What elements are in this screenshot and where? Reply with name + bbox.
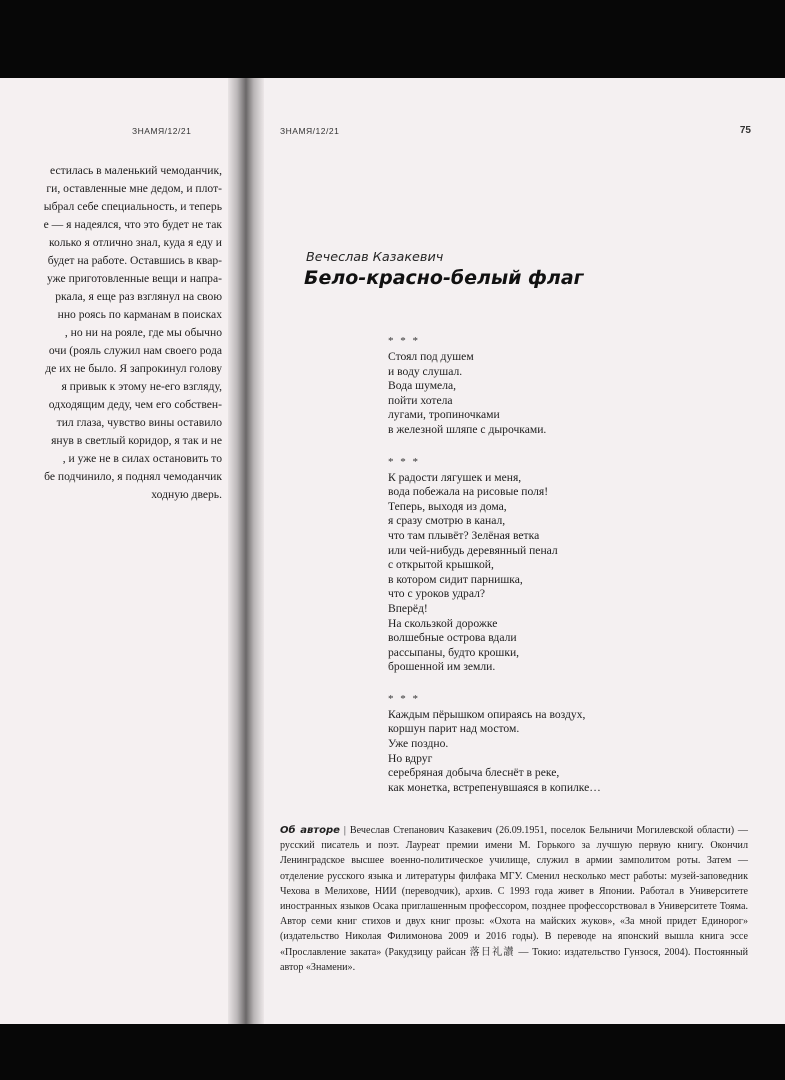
poem-line: Стоял под душем (388, 350, 474, 363)
poem-line: лугами, тропиночками (388, 408, 500, 422)
left-text-line: колько я отлично знал, куда я еду и (49, 236, 222, 249)
left-text-line: естилась в маленький чемоданчик, (50, 164, 222, 177)
left-text-line: , и уже не в силах остановить то (62, 452, 222, 465)
left-text-line: одходящим деду, чем его собствен- (48, 398, 222, 411)
left-text-line: очи (рояль служил нам своего рода (48, 344, 222, 357)
poem-line: Каждым пёрышком опираясь на воздух, (388, 707, 586, 721)
poem-author: Вечеслав Казакевич (306, 250, 444, 265)
poem-line: К радости лягушек и меня, (388, 470, 522, 484)
poem-line: волшебные острова вдали (388, 631, 517, 645)
poem-line: На скользкой дорожке (388, 616, 498, 630)
left-text-line: нно роясь по карманам в поисках (57, 308, 222, 321)
poem-line: что с уроков удрал? (388, 587, 486, 601)
about-author-text: Вечеслав Степанович Казакевич (26.09.1951, поселок Белыничи Могилевской области) — русский писатель и поэт. Лауреат премии имени М. Горького за лучшую первую книгу. Окончил Ленинградское высшее военно-политическое училище, служил в армии замполитом роты. Затем — отделение русского языка и литературы филфака МГУ. Сменил несколько мест работы: музей-заповедник Чехова в Мелихове, НИИ (переводчик), архив. С 1993 года живет в Японии. Работал в Университете иностранных языков Осака приглашенным профессором, позднее профессорствовал в Университете Тояма. Автор семи книг стихов и двух книг прозы: «Охота на майских жуков», «За мной придет Единорог» (издательство Николая Филимонова 2009 и 2016 годы). В переводе на японский вышла книга эссе «Прославление заката» (Ракудзицу райсан 落日礼讃 — Токио: издательство Гунзося, 2004). Постоянный автор «Знамени». (280, 825, 748, 973)
left-text-line: янув в светлый коридор, я так и не (51, 434, 222, 447)
poem-line: брошенной им земли. (388, 660, 496, 674)
left-running-header: ЗНАМЯ/12/21 (132, 126, 192, 136)
poem (388, 332, 601, 438)
poem-separator: * * * (388, 455, 420, 468)
poem-line: рассыпаны, будто крошки, (388, 645, 520, 659)
poem-title: Бело-красно-белый флаг (304, 267, 584, 289)
left-text-line: я привык к этому не-его взгляду, (61, 380, 222, 393)
left-text-line: уже приготовленные вещи и напра- (47, 272, 222, 285)
poem-line: Вперёд! (388, 601, 428, 615)
about-author-separator: | (343, 825, 346, 836)
poem-line: пойти хотела (388, 393, 453, 407)
left-text-line: е — я надеялся, что это будет не так (43, 218, 222, 231)
poem-line: и воду слушал. (388, 364, 463, 378)
left-text-line: будет на работе. Оставшись в квар- (47, 254, 222, 267)
page-number: 75 (739, 125, 751, 136)
left-text-line: , но ни на рояле, где мы обычно (64, 326, 222, 339)
poem-line: с открытой крышкой, (388, 558, 494, 572)
right-running-header: ЗНАМЯ/12/21 (280, 126, 340, 136)
right-page (264, 78, 785, 1024)
poem-line: серебряная добыча блеснёт в реке, (388, 766, 560, 780)
poem-line: или чей-нибудь деревянный пенал (388, 543, 558, 557)
poem-line: что там плывёт? Зелёная ветка (388, 528, 540, 542)
about-author-label: Об авторе (280, 825, 340, 836)
poem-line: как монетка, встрепенувшаяся в копилке… (388, 780, 601, 794)
poem-line: вода побежала на рисовые поля! (388, 485, 549, 499)
poem-line: Уже поздно. (388, 737, 449, 751)
left-text-line: ыбрал себе специальность, и теперь (43, 200, 222, 213)
poem-line: в железной шляпе с дырочками. (388, 422, 547, 436)
left-text-line: бе подчинило, я поднял чемоданчик (44, 470, 222, 483)
poem-line: Теперь, выходя из дома, (388, 499, 507, 513)
left-page (0, 78, 228, 1024)
left-text-line: ркала, я еще раз взглянул на свою (55, 290, 222, 303)
poem-line: Но вдруг (388, 751, 433, 765)
poem-line: в котором сидит парнишка, (388, 572, 523, 586)
left-page-text (0, 162, 222, 504)
poem-line: я сразу смотрю в канал, (388, 514, 506, 528)
poem-separator: * * * (388, 692, 420, 705)
poem (388, 453, 601, 675)
poem-line: Вода шумела, (388, 379, 457, 393)
poem (388, 690, 601, 796)
left-text-line: тил глаза, чувство вины оставило (56, 416, 222, 429)
left-text-line: ходную дверь. (151, 488, 222, 501)
poem-separator: * * * (388, 335, 420, 347)
left-text-line: ги, оставленные мне дедом, и плот- (46, 182, 222, 195)
poems-section (388, 332, 601, 810)
book-gutter (228, 78, 264, 1024)
about-author (280, 823, 748, 975)
left-text-line: де их не было. Я запрокинул голову (45, 362, 222, 375)
poem-line: коршун парит над мостом. (388, 722, 520, 736)
